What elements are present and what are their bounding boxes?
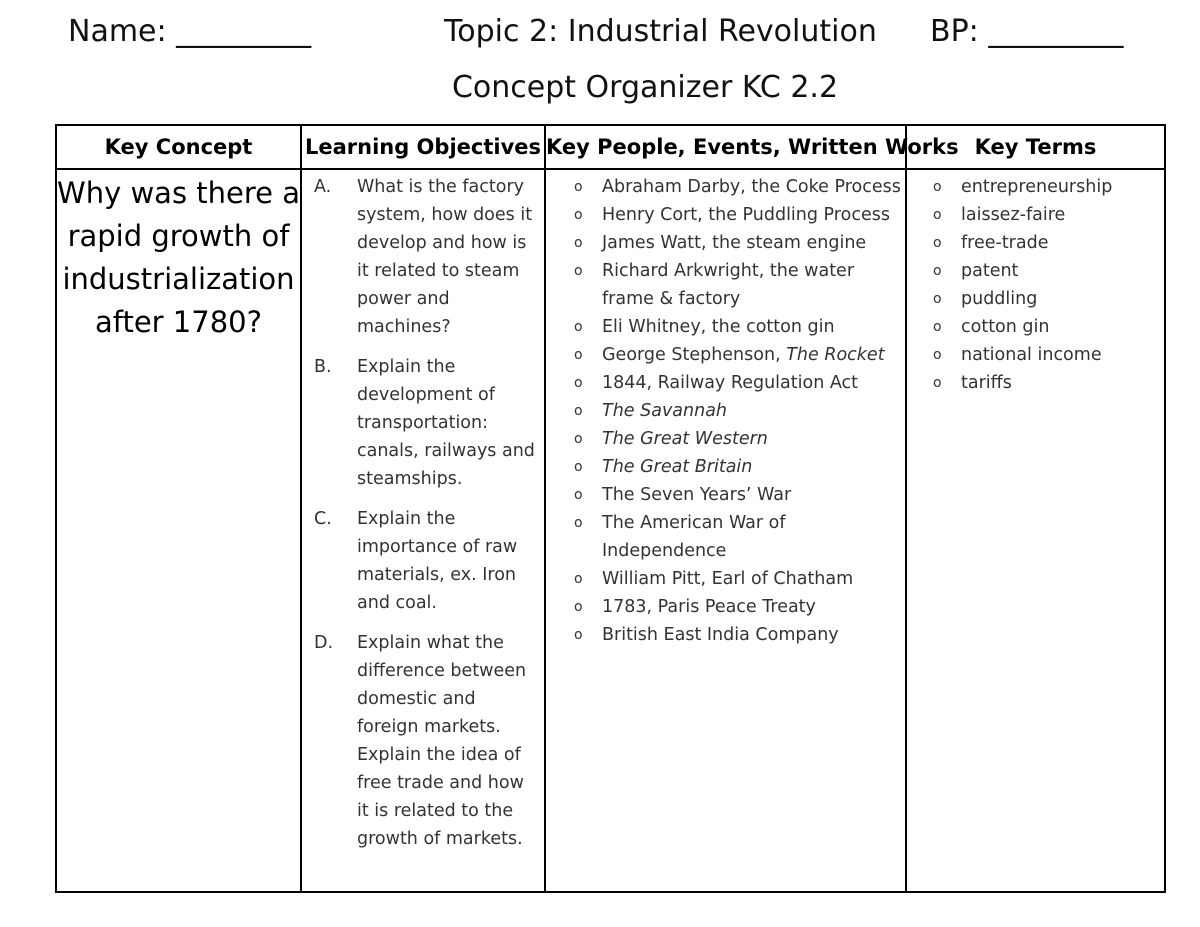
bp-field-label: BP: _________: [930, 14, 1124, 49]
objective-item: [314, 353, 540, 493]
objective-letter: D.: [314, 633, 334, 653]
objective-item: [314, 629, 540, 853]
list-item-text: 1783, Paris Peace Treaty: [602, 597, 816, 617]
key-concept-line: Why was there a: [57, 176, 300, 210]
list-item-text: [602, 397, 901, 425]
list-item: [574, 313, 901, 341]
list-item: [574, 593, 901, 621]
key-concept-line: after 1780?: [94, 305, 263, 339]
list-item-text: Richard Arkwright, the water frame & factory: [602, 261, 855, 309]
header-key-concept: Key Concept: [56, 125, 301, 169]
key-term: cotton gin: [961, 317, 1050, 337]
key-term: laissez-faire: [961, 205, 1066, 225]
bullet-icon: o: [574, 459, 583, 475]
list-item: [574, 425, 901, 453]
list-item: [574, 481, 901, 509]
objective-text: What is the factory system, how does it develop and how is it related to steam power and machines?: [357, 177, 533, 337]
bullet-icon: o: [574, 487, 583, 503]
bullet-icon: o: [574, 403, 583, 419]
bullet-icon: o: [574, 319, 583, 335]
italic-title: The Great Western: [602, 429, 768, 449]
page-subtitle: Concept Organizer KC 2.2: [451, 70, 839, 105]
list-item: [933, 313, 1160, 341]
list-item: [933, 285, 1160, 313]
bullet-icon: o: [574, 207, 583, 223]
list-item: [574, 369, 901, 397]
bullet-icon: o: [574, 375, 583, 391]
bullet-icon: o: [933, 319, 942, 335]
list-item-text: [602, 425, 901, 453]
key-term: national income: [961, 345, 1102, 365]
key-term: patent: [961, 261, 1019, 281]
header-key-terms: Key Terms: [906, 125, 1165, 169]
list-item: [933, 257, 1160, 285]
list-item: [574, 173, 901, 201]
list-item-text: 1844, Railway Regulation Act: [602, 373, 858, 393]
list-item: [933, 201, 1160, 229]
learning-objectives-cell: [301, 169, 545, 892]
table-header-row: [56, 125, 1165, 169]
key-concept-cell: [56, 169, 301, 892]
bullet-icon: o: [574, 263, 583, 279]
list-item-text: William Pitt, Earl of Chatham: [602, 569, 854, 589]
objective-letter: B.: [314, 357, 332, 377]
list-item-text: Eli Whitney, the cotton gin: [602, 317, 835, 337]
topic-title: Topic 2: Industrial Revolution: [444, 14, 877, 49]
objective-item: [314, 505, 540, 617]
key-terms-cell: [906, 169, 1165, 892]
bullet-icon: o: [933, 207, 942, 223]
bullet-icon: o: [574, 431, 583, 447]
bullet-icon: o: [574, 347, 583, 363]
objective-text: Explain the development of transportation: canals, railways and steamships.: [357, 357, 535, 489]
objective-text: Explain the importance of raw materials, ex. Iron and coal.: [357, 509, 518, 613]
bullet-icon: o: [933, 235, 942, 251]
header-key-people: Key People, Events, Written Works: [545, 125, 906, 169]
header-learning-objectives: Learning Objectives: [301, 125, 545, 169]
key-concept-line: rapid growth of: [67, 219, 290, 253]
list-item: [574, 509, 901, 565]
list-item: [933, 341, 1160, 369]
bullet-icon: o: [574, 179, 583, 195]
list-item: [574, 341, 901, 369]
name-field-label: Name: _________: [68, 14, 312, 49]
concept-organizer-table: [55, 124, 1166, 893]
bullet-icon: o: [574, 599, 583, 615]
bullet-icon: o: [574, 571, 583, 587]
bullet-icon: o: [933, 291, 942, 307]
bullet-icon: o: [574, 627, 583, 643]
bullet-icon: o: [933, 179, 942, 195]
key-term: entrepreneurship: [961, 177, 1113, 197]
italic-title: The Rocket: [786, 345, 885, 365]
list-item-text: [602, 453, 901, 481]
italic-title: The Great Britain: [602, 457, 753, 477]
list-item-text: George Stephenson, The Rocket: [602, 345, 885, 365]
bullet-icon: o: [574, 235, 583, 251]
list-item-text: Abraham Darby, the Coke Process: [602, 177, 901, 197]
list-item: [933, 369, 1160, 397]
list-item: [574, 621, 901, 649]
bullet-icon: o: [574, 515, 583, 531]
list-item: [574, 565, 901, 593]
bullet-icon: o: [933, 263, 942, 279]
key-terms-list: [933, 173, 1160, 397]
table-row: [56, 169, 1165, 892]
objective-letter: C.: [314, 509, 332, 529]
list-item-text: The Seven Years’ War: [602, 485, 792, 505]
list-item-text: Henry Cort, the Puddling Process: [602, 205, 890, 225]
list-item-text: British East India Company: [602, 625, 839, 645]
objective-item: [314, 173, 540, 341]
list-item-text: The American War of Independence: [602, 513, 786, 561]
bullet-icon: o: [933, 347, 942, 363]
list-item: [574, 257, 901, 313]
key-concept-line: industrialization: [62, 262, 295, 296]
list-item: [574, 201, 901, 229]
objective-letter: A.: [314, 177, 332, 197]
objective-text: Explain what the difference between domestic and foreign markets. Explain the idea of free trade and how it is related to the growth of markets.: [357, 633, 527, 849]
key-term: free-trade: [961, 233, 1049, 253]
italic-title: The Savannah: [602, 401, 728, 421]
bullet-icon: o: [933, 375, 942, 391]
list-item: [574, 397, 901, 425]
key-people-list: [574, 173, 901, 649]
key-term: puddling: [961, 289, 1038, 309]
key-term: tariffs: [961, 373, 1012, 393]
list-item-text: James Watt, the steam engine: [602, 233, 867, 253]
key-people-cell: [545, 169, 906, 892]
list-item: [574, 229, 901, 257]
list-item: [933, 173, 1160, 201]
list-item: [933, 229, 1160, 257]
list-item: [574, 453, 901, 481]
